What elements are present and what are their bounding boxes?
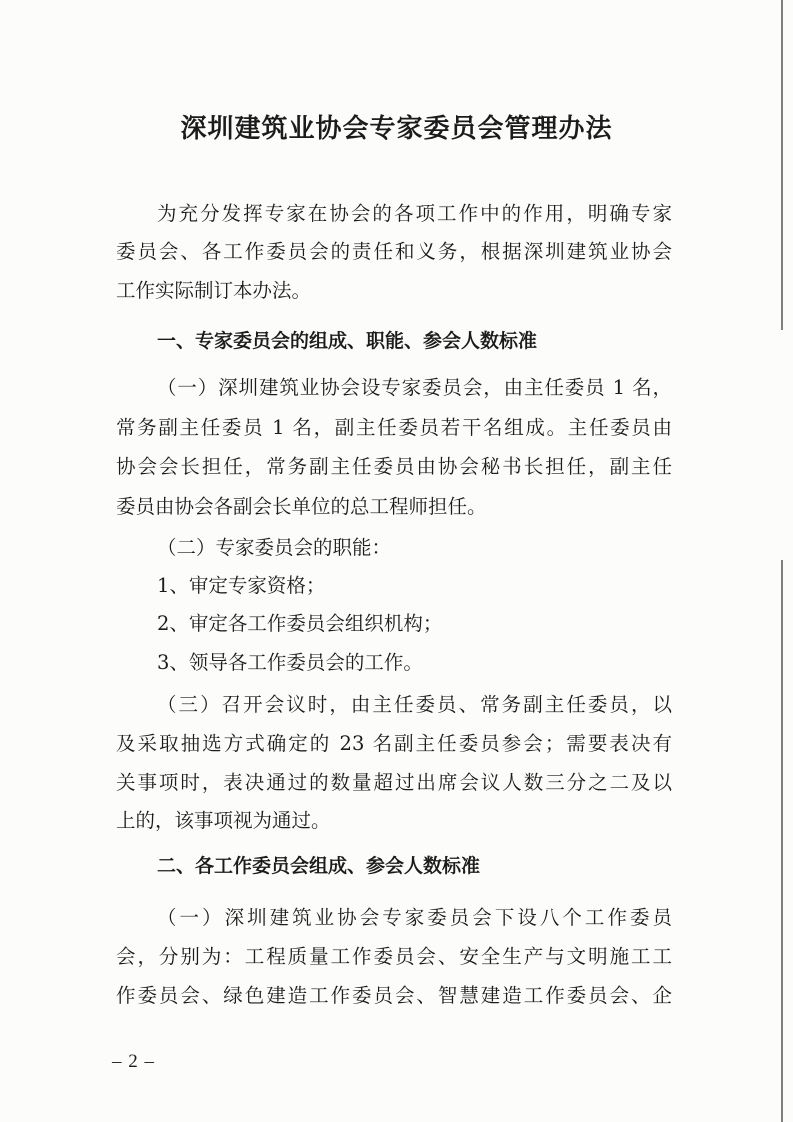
- intro-line-3: 工作实际制订本办法。: [116, 279, 312, 302]
- page-title: 深圳建筑业协会专家委员会管理办法: [180, 114, 613, 144]
- section-2-para-1-line-2: 会，分别为：工程质量工作委员会、安全生产与文明施工工: [116, 945, 672, 968]
- page-number: – 2 –: [112, 1051, 155, 1072]
- section-1-para-3-line-4: 上的，该事项视为通过。: [116, 809, 331, 832]
- section-2-para-1-line-3: 作委员会、绿色建造工作委员会、智慧建造工作委员会、企: [116, 984, 672, 1007]
- function-item-1: 1、审定专家资格；: [157, 574, 326, 597]
- section-1-para-1-line-4: 委员由协会各副会长单位的总工程师担任。: [116, 495, 487, 518]
- section-1-para-3-line-2: 及采取抽选方式确定的 23 名副主任委员参会；需要表决有: [116, 732, 672, 755]
- section-1-heading: 一、专家委员会的组成、职能、参会人数标准: [157, 330, 538, 352]
- intro-line-1: 为充分发挥专家在协会的各项工作中的作用，明确专家: [157, 202, 672, 225]
- binding-edge-line-bottom: [781, 560, 783, 1122]
- section-1-para-3-line-1: （三）召开会议时，由主任委员、常务副主任委员，以: [157, 693, 672, 716]
- section-2-para-1-line-1: （一）深圳建筑业协会专家委员会下设八个工作委员: [157, 906, 672, 929]
- section-1-para-1-line-3: 协会会长担任，常务副主任委员由协会秘书长担任，副主任: [116, 455, 672, 478]
- section-1-para-3-line-3: 关事项时，表决通过的数量超过出席会议人数三分之二及以: [116, 771, 672, 794]
- binding-edge-line-top: [781, 0, 783, 330]
- section-2-heading: 二、各工作委员会组成、参会人数标准: [157, 855, 481, 877]
- section-1-para-1-line-2: 常务副主任委员 1 名，副主任委员若干名组成。主任委员由: [116, 416, 672, 439]
- function-item-2: 2、审定各工作委员会组织机构；: [157, 612, 443, 635]
- function-item-3: 3、领导各工作委员会的工作。: [157, 651, 423, 674]
- section-1-para-1-line-1: （一）深圳建筑业协会设专家委员会，由主任委员 1 名，: [157, 376, 672, 399]
- intro-line-2: 委员会、各工作委员会的责任和义务，根据深圳建筑业协会: [116, 240, 672, 263]
- section-1-para-2: （二）专家委员会的职能：: [157, 536, 392, 559]
